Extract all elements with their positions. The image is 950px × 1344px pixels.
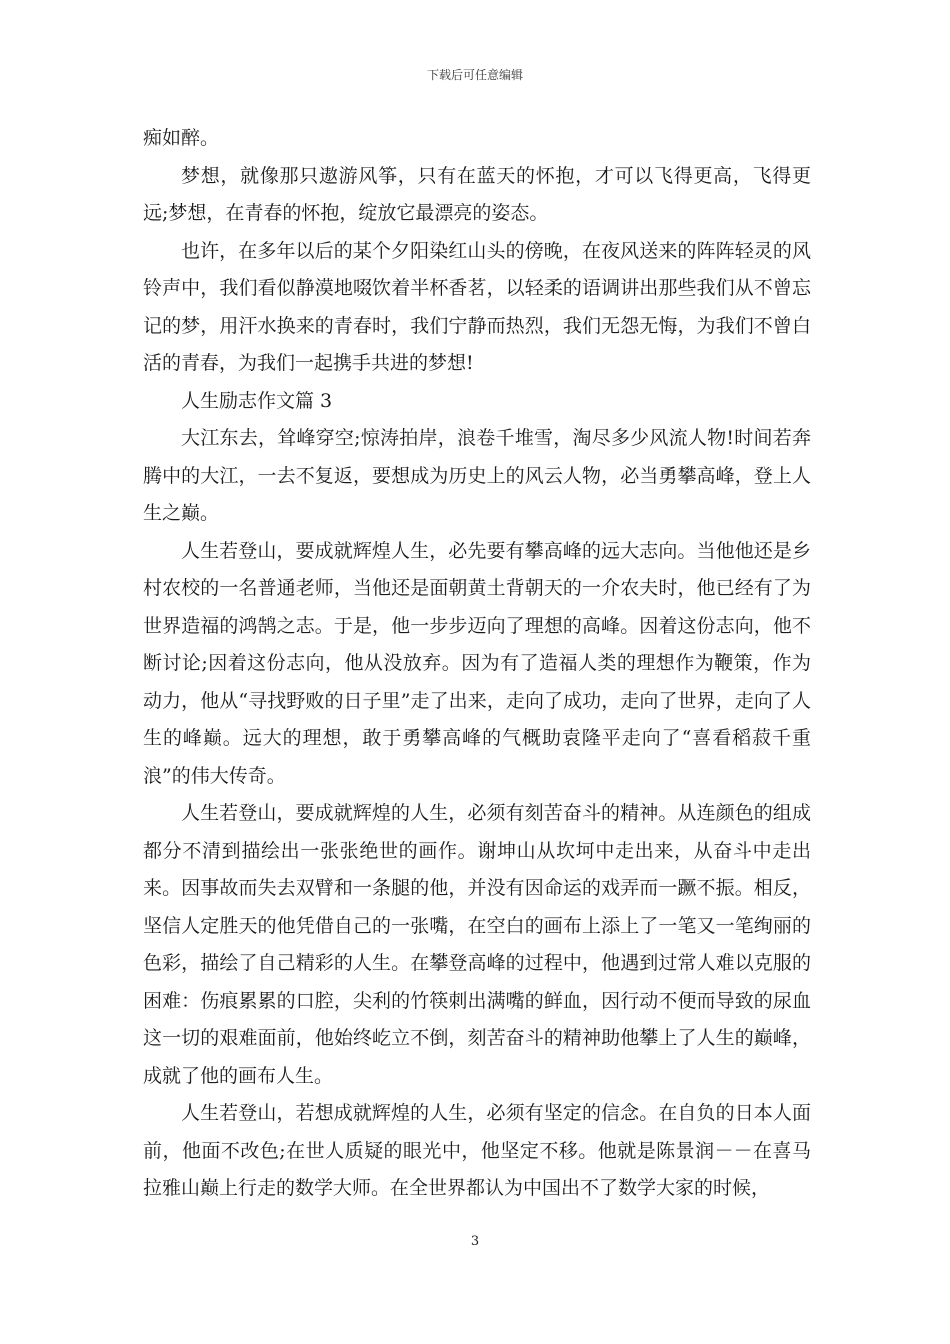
paragraph: 痴如醉。 [143,127,220,149]
paragraph: 大江东去，耸峰穿空;惊涛拍岸，浪卷千堆雪，淘尽多少风流人物!时间若奔腾中的大江，一去不复返，要想成为历史上的风云人物，必当勇攀高峰，登上人生之巅。 [143,427,811,524]
page-number: 3 [470,1234,480,1249]
document-body [143,120,811,1208]
paragraph: 人生若登山，若想成就辉煌的人生，必须有坚定的信念。在自负的日本人面前，他面不改色;在世人质疑的眼光中，他坚定不移。他就是陈景润－－在喜马拉雅山巅上行走的数学大师。在全世界都认为中国出不了数学大家的时候， [143,1102,811,1199]
paragraph: 梦想，就像那只遨游风筝，只有在蓝天的怀抱，才可以飞得更高，飞得更远;梦想，在青春的怀抱，绽放它最漂亮的姿态。 [143,164,811,224]
page-header: 下载后可任意编辑 [426,68,523,82]
paragraph: 人生若登山，要成就辉煌的人生，必须有刻苦奋斗的精神。从连颜色的组成都分不清到描绘出一张张绝世的画作。谢坤山从坎坷中走出来，从奋斗中走出来。因事故而失去双臂和一条腿的他，并没有因命运的戏弄而一蹶不振。相反，坚信人定胜天的他凭借自己的一张嘴，在空白的画布上添上了一笔又一笔绚丽的色彩，描绘了自己精彩的人生。在攀登高峰的过程中，他遇到过常人难以克服的困难：伤痕累累的口腔，尖利的竹筷刺出满嘴的鲜血，因行动不便而导致的尿血这一切的艰难面前，他始终屹立不倒，刻苦奋斗的精神助他攀上了人生的巅峰，成就了他的画布人生。 [143,802,811,1087]
paragraph: 人生若登山，要成就辉煌人生，必先要有攀高峰的远大志向。当他他还是乡村农校的一名普通老师，当他还是面朝黄土背朝天的一介农夫时，他已经有了为世界造福的鸿鹄之志。于是，他一步步迈向了理想的高峰。因着这份志向，他不断讨论;因着这份志向，他从没放弃。因为有了造福人类的理想作为鞭策，作为动力，他从“寻找野败的日子里”走了出来，走向了成功，走向了世界，走向了人生的峰巅。远大的理想，敢于勇攀高峰的气概助袁隆平走向了“喜看稻菽千重浪”的伟大传奇。 [143,539,811,787]
paragraph: 也许，在多年以后的某个夕阳染红山头的傍晚，在夜风送来的阵阵轻灵的风铃声中，我们看似静漠地啜饮着半杯香茗，以轻柔的语调讲出那些我们从不曾忘记的梦，用汗水换来的青春时，我们宁静而热烈，我们无怨无悔，为我们不曾白活的青春，为我们一起携手共进的梦想! [143,239,811,374]
section-heading: 人生励志作文篇 3 [181,389,333,412]
